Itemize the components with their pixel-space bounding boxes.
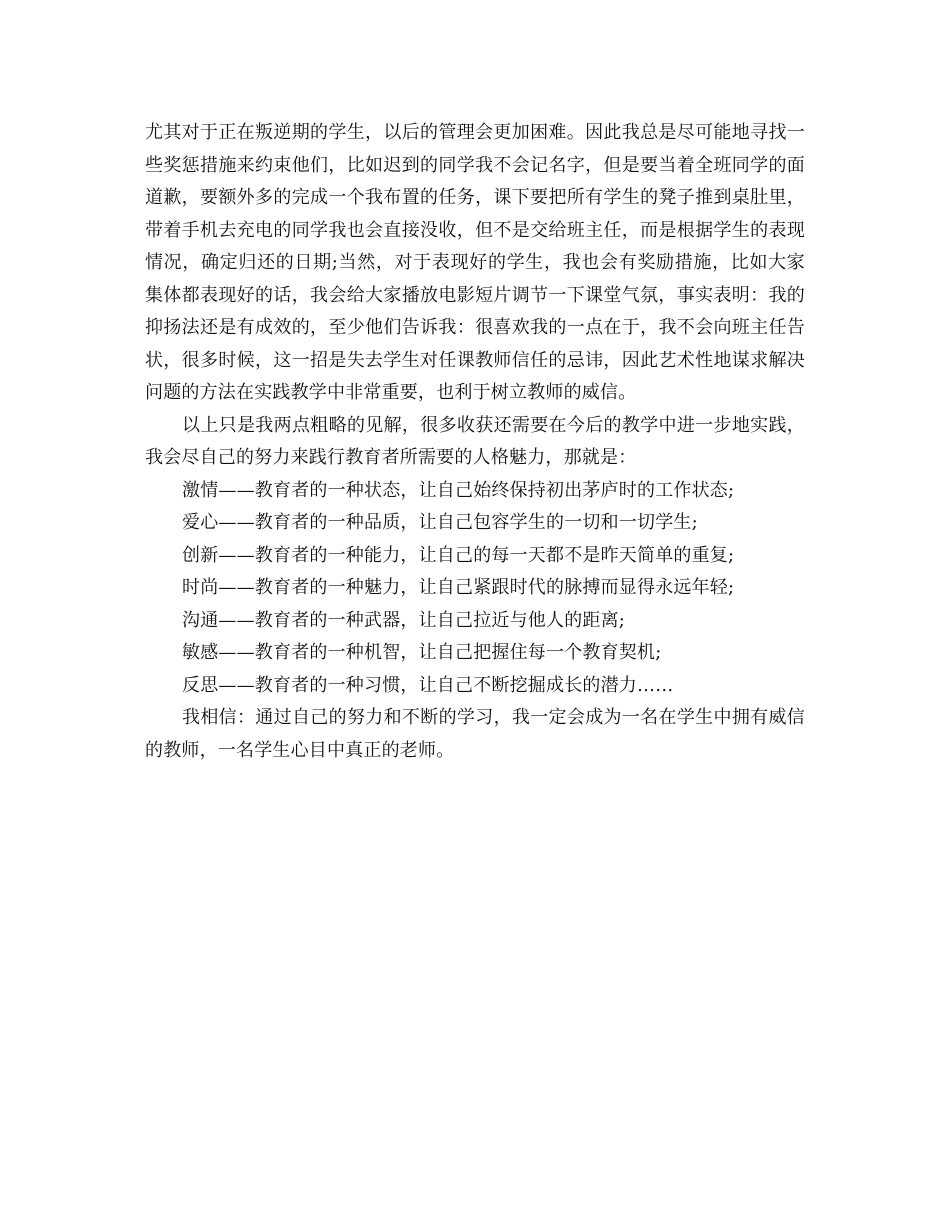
quality-item-innovation: 创新——教育者的一种能力，让自己的每一天都不是昨天简单的重复;: [182, 544, 735, 566]
document-body: [145, 117, 805, 767]
paragraph-summary: 以上只是我两点粗略的见解，很多收获还需要在今后的教学中进一步地实践，我会尽自己的努力来践行教育者所需要的人格魅力，那就是：: [145, 414, 805, 468]
quality-item-passion: 激情——教育者的一种状态，让自己始终保持初出茅庐时的工作状态;: [182, 479, 735, 501]
paragraph-discipline: 尤其对于正在叛逆期的学生，以后的管理会更加困难。因此我总是尽可能地寻找一些奖惩措施来约束他们，比如迟到的同学我不会记名字，但是要当着全班同学的面道歉，要额外多的完成一个我布置的任务，课下要把所有学生的凳子推到桌肚里，带着手机去充电的同学我也会直接没收，但不是交给班主任，而是根据学生的表现情况，确定归还的日期;当然，对于表现好的学生，我也会有奖励措施，比如大家集体都表现好的话，我会给大家播放电影短片调节一下课堂气氛，事实表明：我的抑扬法还是有成效的，至少他们告诉我：很喜欢我的一点在于，我不会向班主任告状，很多时候，这一招是失去学生对任课教师信任的忌讳，因此艺术性地谋求解决问题的方法在实践教学中非常重要，也利于树立教师的威信。: [145, 122, 805, 403]
quality-item-fashion: 时尚——教育者的一种魅力，让自己紧跟时代的脉搏而显得永远年轻;: [182, 577, 735, 598]
quality-item-reflection: 反思——教育者的一种习惯，让自己不断挖掘成长的潜力……: [182, 674, 674, 696]
quality-item-communication: 沟通——教育者的一种武器，让自己拉近与他人的距离;: [182, 609, 626, 631]
paragraph-closing: 我相信：通过自己的努力和不断的学习，我一定会成为一名在学生中拥有威信的教师，一名学生心目中真正的老师。: [145, 707, 805, 761]
quality-item-love: 爱心——教育者的一种品质，让自己包容学生的一切和一切学生;: [182, 512, 698, 533]
quality-item-sensitivity: 敏感——教育者的一种机智，让自己把握住每一个教育契机;: [182, 642, 662, 663]
